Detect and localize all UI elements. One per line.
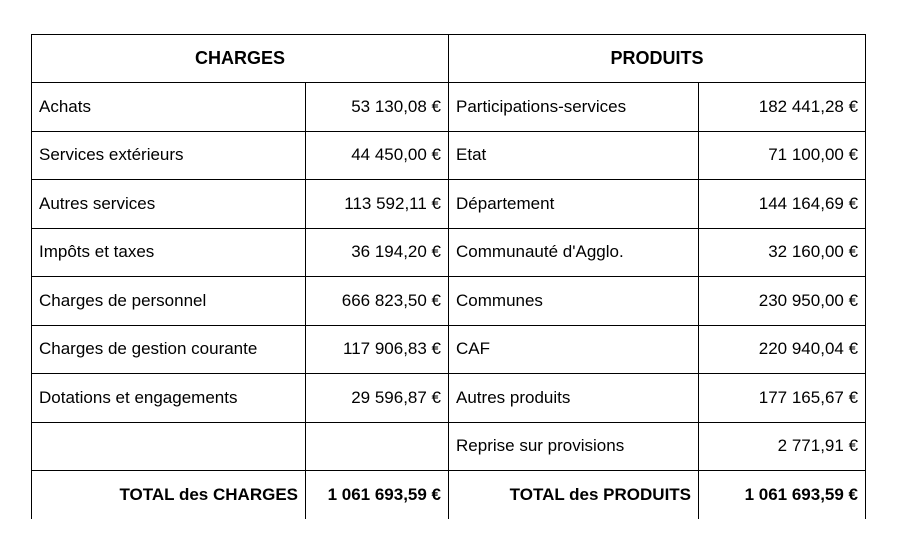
produit-amount: 2 771,91 € xyxy=(699,422,866,471)
charges-header: CHARGES xyxy=(32,35,449,83)
charge-amount: 666 823,50 € xyxy=(306,277,449,326)
header-row xyxy=(32,35,866,83)
charge-amount: 53 130,08 € xyxy=(306,83,449,132)
produit-label: Reprise sur provisions xyxy=(449,422,699,471)
produit-amount: 230 950,00 € xyxy=(699,277,866,326)
produit-label: Communes xyxy=(449,277,699,326)
produit-amount: 220 940,04 € xyxy=(699,325,866,374)
produits-header: PRODUITS xyxy=(449,35,866,83)
totals-row xyxy=(32,471,866,519)
charge-label: Impôts et taxes xyxy=(32,228,306,277)
table-row xyxy=(32,180,866,229)
produit-amount: 71 100,00 € xyxy=(699,131,866,180)
charge-label xyxy=(32,422,306,471)
produit-amount: 32 160,00 € xyxy=(699,228,866,277)
charge-amount: 29 596,87 € xyxy=(306,374,449,423)
table-row xyxy=(32,422,866,471)
table-row xyxy=(32,131,866,180)
charge-amount: 113 592,11 € xyxy=(306,180,449,229)
charge-label: Achats xyxy=(32,83,306,132)
table-row xyxy=(32,83,866,132)
total-charges-amount: 1 061 693,59 € xyxy=(306,471,449,519)
produit-amount: 177 165,67 € xyxy=(699,374,866,423)
budget-table xyxy=(31,34,866,519)
charge-label: Charges de personnel xyxy=(32,277,306,326)
produit-amount: 144 164,69 € xyxy=(699,180,866,229)
table-row xyxy=(32,374,866,423)
charge-label: Dotations et engagements xyxy=(32,374,306,423)
table-row xyxy=(32,228,866,277)
charge-label: Charges de gestion courante xyxy=(32,325,306,374)
produit-amount: 182 441,28 € xyxy=(699,83,866,132)
charge-amount: 117 906,83 € xyxy=(306,325,449,374)
produit-label: Communauté d'Agglo. xyxy=(449,228,699,277)
table-row xyxy=(32,277,866,326)
produit-label: Etat xyxy=(449,131,699,180)
charge-label: Autres services xyxy=(32,180,306,229)
produit-label: CAF xyxy=(449,325,699,374)
charge-amount: 36 194,20 € xyxy=(306,228,449,277)
total-produits-amount: 1 061 693,59 € xyxy=(699,471,866,519)
total-produits-label: TOTAL des PRODUITS xyxy=(449,471,699,519)
produit-label: Participations-services xyxy=(449,83,699,132)
total-charges-label: TOTAL des CHARGES xyxy=(32,471,306,519)
charge-amount: 44 450,00 € xyxy=(306,131,449,180)
charge-amount xyxy=(306,422,449,471)
produit-label: Autres produits xyxy=(449,374,699,423)
produit-label: Département xyxy=(449,180,699,229)
table-row xyxy=(32,325,866,374)
charge-label: Services extérieurs xyxy=(32,131,306,180)
